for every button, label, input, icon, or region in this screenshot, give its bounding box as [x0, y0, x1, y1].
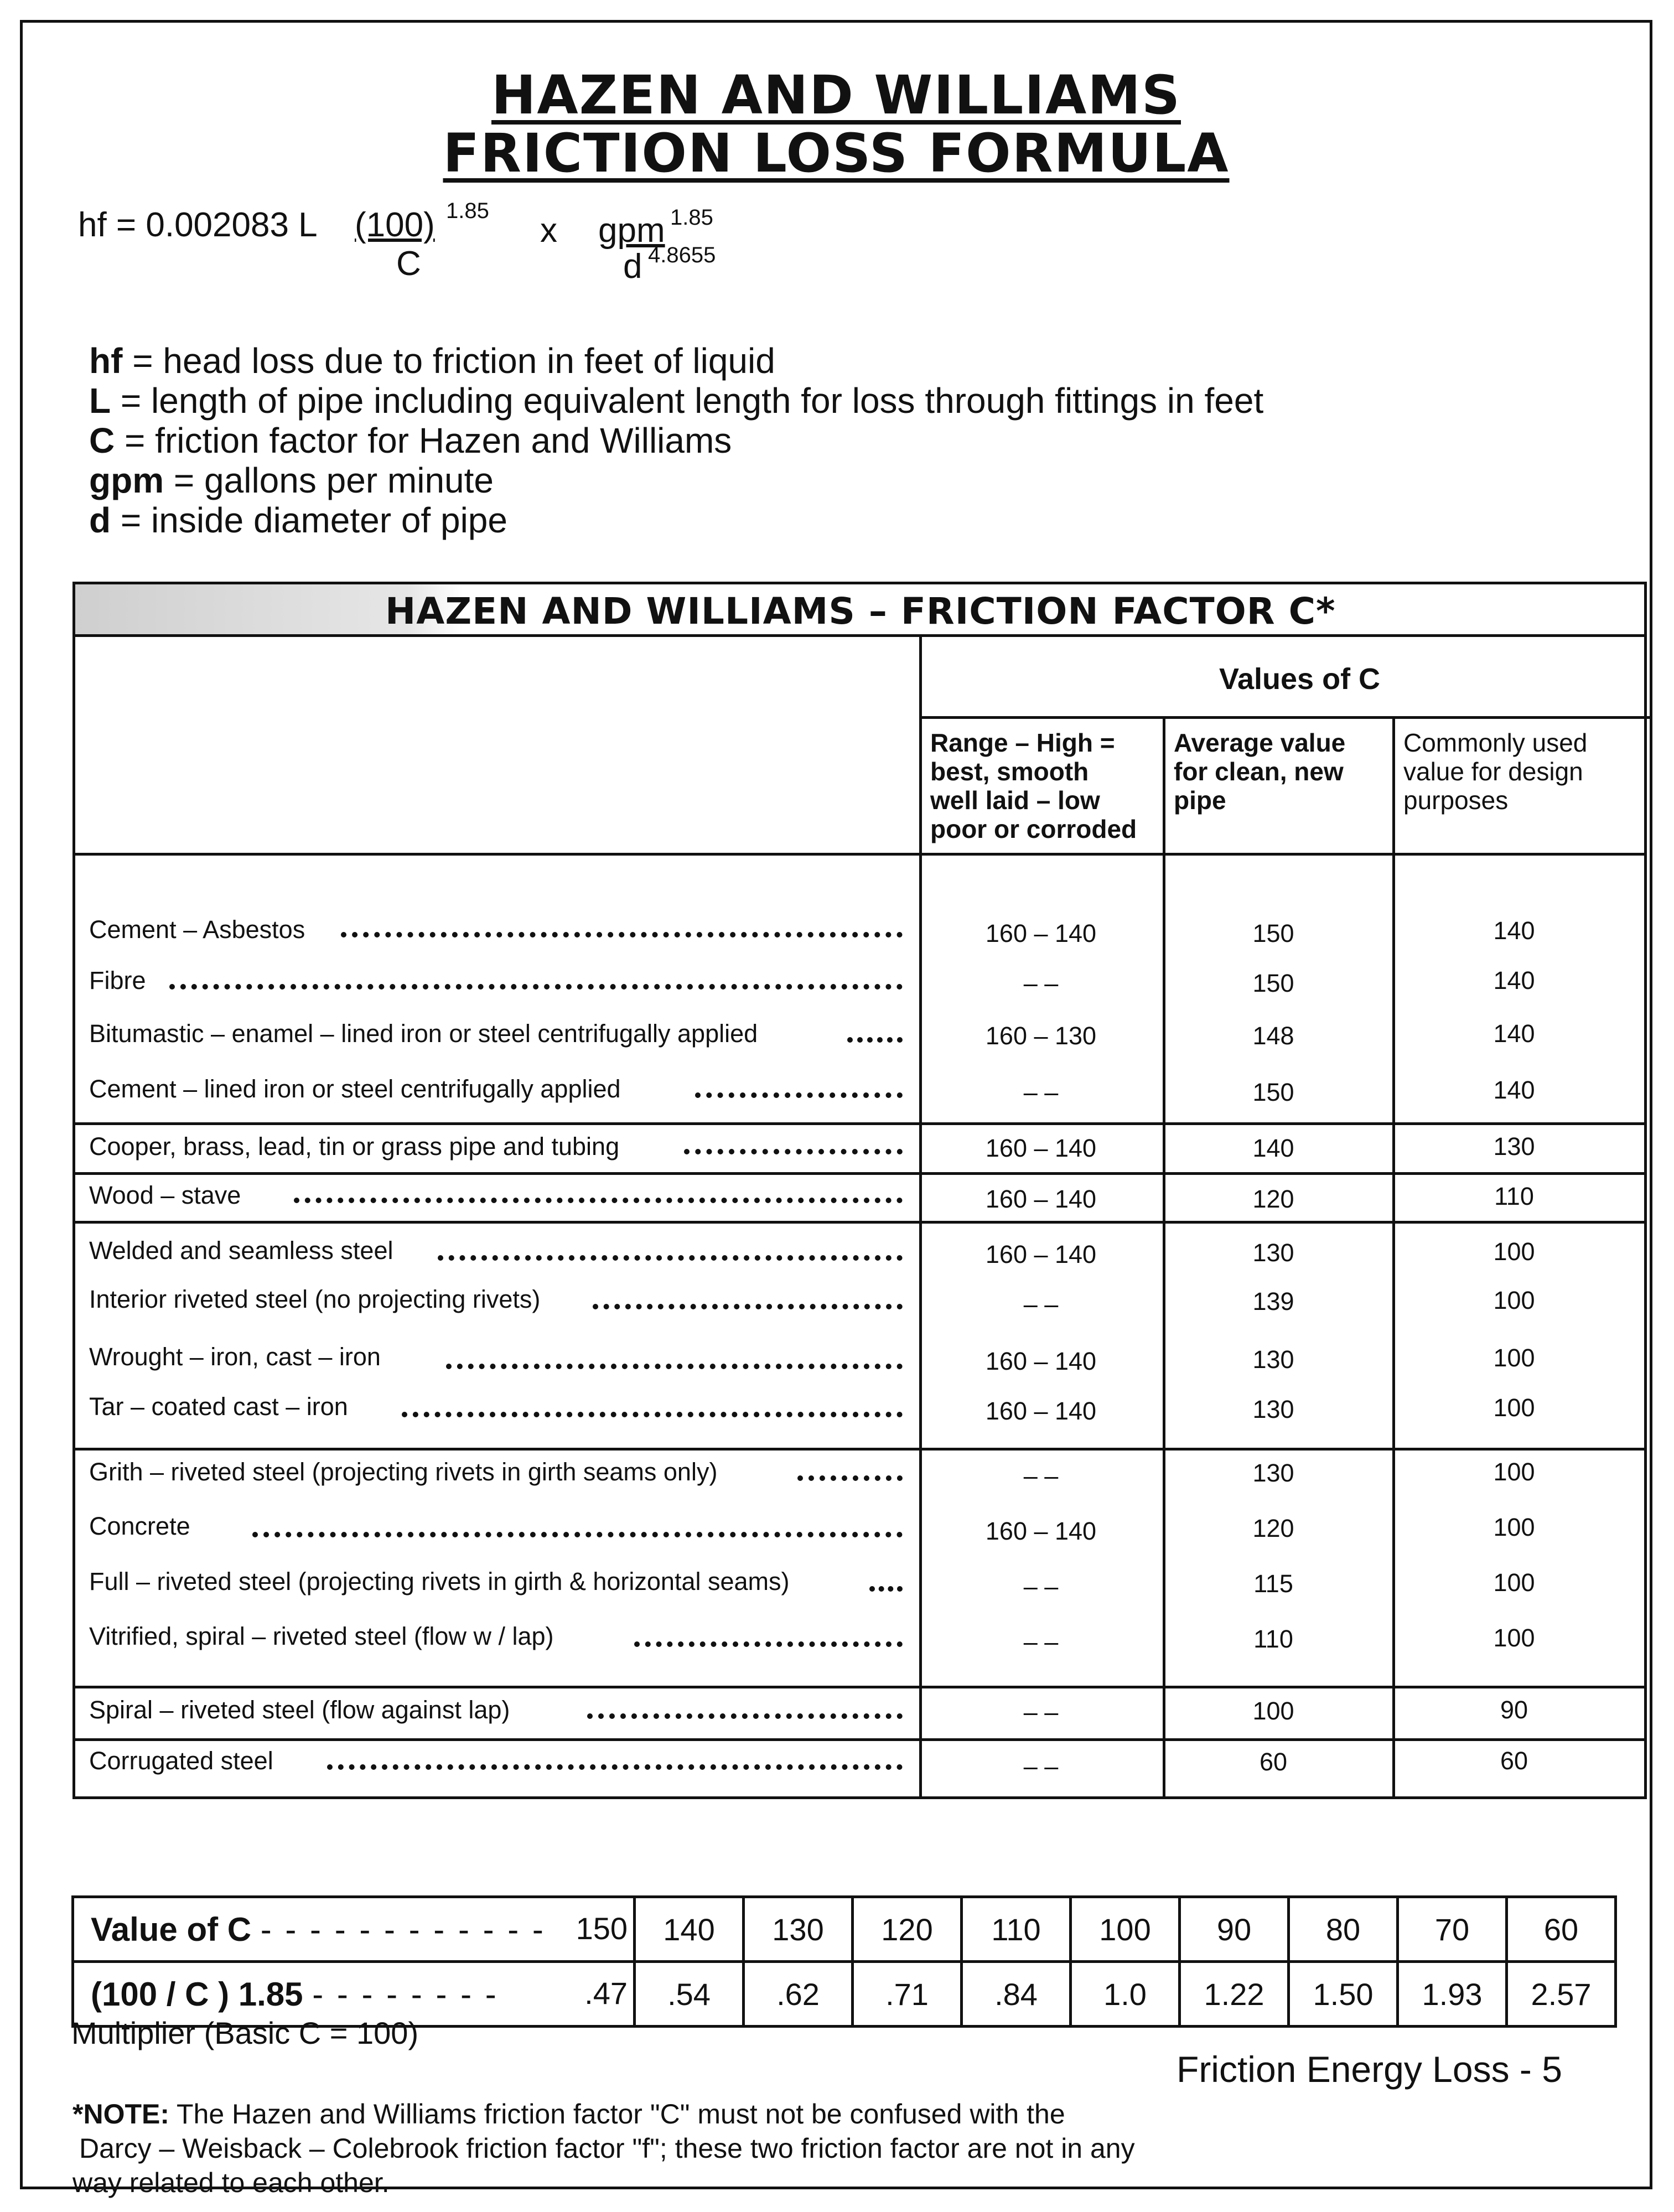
- design-column-header: Commonly used value for design purposes: [1403, 728, 1588, 815]
- dot-leader: [593, 1304, 903, 1309]
- average-cell: 130: [1252, 1239, 1294, 1267]
- material-label: Welded and seamless steel: [89, 1236, 393, 1265]
- formula-times: x: [540, 211, 557, 250]
- material-label: Spiral – riveted steel (flow against lap): [89, 1696, 510, 1724]
- multiplier-cell: 1.93: [1398, 1962, 1507, 2027]
- formula-lhs: hf = 0.002083 L: [78, 206, 318, 244]
- design-cell: 140: [1493, 1019, 1535, 1048]
- multiplier-cell: 2.57: [1507, 1962, 1616, 2027]
- average-cell: 139: [1252, 1287, 1294, 1315]
- dot-leader: [438, 1255, 903, 1261]
- footnote: [72, 2097, 1135, 2200]
- design-cell: 100: [1493, 1568, 1535, 1597]
- range-cell: 160 – 140: [985, 1347, 1097, 1375]
- range-cell: – –: [1023, 1752, 1059, 1780]
- average-cell: 150: [1252, 919, 1294, 947]
- divider-header-body: [75, 853, 1644, 856]
- design-cell: 140: [1493, 966, 1535, 994]
- c-value-cell: 100: [1071, 1897, 1180, 1962]
- group-separator: [75, 1448, 1644, 1451]
- note-label: *NOTE:: [72, 2099, 169, 2130]
- material-label: Interior riveted steel (no projecting rivets): [89, 1285, 541, 1313]
- dot-leader: [402, 1412, 903, 1417]
- divider-range-column: [1163, 716, 1165, 1799]
- divider-values-of-c: [919, 716, 1650, 719]
- note-line2: Darcy – Weisback – Colebrook friction factor "f"; these two friction factor are not in any: [79, 2133, 1135, 2164]
- material-label: Fibre: [89, 966, 146, 994]
- average-cell: 110: [1253, 1625, 1293, 1653]
- note-line1: The Hazen and Williams friction factor "C" must not be confused with the: [169, 2099, 1065, 2130]
- c-value-cell: 120: [853, 1897, 962, 1962]
- design-cell: 100: [1493, 1513, 1535, 1541]
- design-cell: 140: [1493, 1076, 1535, 1104]
- c-value-cell: 60: [1507, 1897, 1616, 1962]
- design-cell: 100: [1493, 1458, 1535, 1486]
- c-value-header: Value of C - - - - - - - - - - - - 150: [73, 1897, 635, 1962]
- definition-l: L = length of pipe including equivalent length for loss through fittings in feet: [89, 381, 1264, 421]
- material-label: Cement – Asbestos: [89, 915, 305, 944]
- multiplier-cell: .62: [744, 1962, 853, 2027]
- material-label: Wood – stave: [89, 1181, 241, 1209]
- c-value-cell: 80: [1289, 1897, 1398, 1962]
- multiplier-cell: .84: [962, 1962, 1071, 2027]
- dot-leader: [327, 1764, 903, 1770]
- range-cell: 160 – 130: [985, 1022, 1097, 1050]
- dot-leader: [294, 1198, 903, 1203]
- page-footer: Friction Energy Loss - 5: [1177, 2049, 1562, 2090]
- range-column-header: Range – High = best, smooth well laid – low poor or corroded: [930, 728, 1137, 843]
- multiplier-cell: .54: [635, 1962, 744, 2027]
- page-title-line2: FRICTION LOSS FORMULA: [443, 122, 1230, 184]
- friction-table-title: HAZEN AND WILLIAMS – FRICTION FACTOR C*: [385, 590, 1336, 633]
- dot-leader: [446, 1364, 903, 1369]
- average-cell: 130: [1252, 1345, 1294, 1374]
- multiplier-cell: 1.50: [1289, 1962, 1398, 2027]
- average-cell: 115: [1253, 1569, 1293, 1598]
- multiplier-cell: 1.0: [1071, 1962, 1180, 2027]
- multiplier-cell: .47: [584, 1975, 628, 2011]
- group-separator: [75, 1738, 1644, 1741]
- design-cell: 100: [1493, 1344, 1535, 1372]
- page-title-line1: HAZEN AND WILLIAMS: [491, 64, 1181, 126]
- range-cell: – –: [1023, 1462, 1059, 1490]
- formula-frac1-denominator: C: [396, 245, 421, 283]
- range-cell: – –: [1023, 1698, 1059, 1726]
- range-cell: 160 – 140: [985, 919, 1097, 947]
- definition-gpm: gpm = gallons per minute: [89, 460, 494, 500]
- range-cell: – –: [1023, 1290, 1059, 1318]
- range-cell: – –: [1023, 969, 1059, 997]
- material-label: Grith – riveted steel (projecting rivets in girth seams only): [89, 1458, 718, 1486]
- formula-frac1-numerator: (100): [355, 206, 435, 244]
- dot-leader: [684, 1149, 903, 1154]
- range-cell: 160 – 140: [985, 1517, 1097, 1545]
- range-cell: 160 – 140: [985, 1134, 1097, 1162]
- definition-hf: hf = head loss due to friction in feet of liquid: [89, 341, 775, 381]
- average-cell: 130: [1252, 1395, 1294, 1423]
- values-of-c-header: Values of C: [1219, 662, 1381, 696]
- average-cell: 130: [1252, 1459, 1294, 1487]
- range-cell: – –: [1023, 1078, 1059, 1106]
- c-multiplier-table: [71, 1895, 1617, 2028]
- average-column-header: Average value for clean, new pipe: [1174, 728, 1346, 815]
- material-label: Tar – coated cast – iron: [89, 1392, 348, 1421]
- definition-c: C = friction factor for Hazen and Williams: [89, 421, 732, 460]
- average-cell: 140: [1252, 1134, 1294, 1162]
- multiplier-cell: .71: [853, 1962, 962, 2027]
- design-cell: 110: [1494, 1182, 1534, 1210]
- group-separator: [75, 1221, 1644, 1224]
- material-label: Concrete: [89, 1512, 190, 1540]
- dot-leader: [634, 1641, 903, 1647]
- average-cell: 120: [1252, 1185, 1294, 1213]
- c-value-cell: 70: [1398, 1897, 1507, 1962]
- range-cell: 160 – 140: [985, 1240, 1097, 1268]
- material-label: Bitumastic – enamel – lined iron or steel centrifugally applied: [89, 1019, 758, 1048]
- range-cell: 160 – 140: [985, 1397, 1097, 1425]
- friction-table-title-bar: [75, 584, 1644, 637]
- design-cell: 100: [1493, 1237, 1535, 1266]
- c-value-cell: 140: [635, 1897, 744, 1962]
- c-value-cell: 150: [576, 1910, 628, 1946]
- c-value-row: [73, 1897, 1616, 1962]
- dot-leader: [252, 1532, 903, 1537]
- material-label: Corrugated steel: [89, 1747, 273, 1775]
- dot-leader: [169, 984, 903, 990]
- c-value-cell: 110: [962, 1897, 1071, 1962]
- dot-leader: [847, 1037, 903, 1043]
- formula-frac2-numerator: gpm: [598, 211, 665, 250]
- dot-leader: [587, 1713, 903, 1719]
- multiplier-cell: 1.22: [1180, 1962, 1289, 2027]
- divider-average-column: [1392, 716, 1395, 1799]
- average-cell: 120: [1252, 1514, 1294, 1542]
- divider-material-column: [919, 637, 922, 1799]
- note-line3: way related to each other.: [72, 2167, 390, 2198]
- average-cell: 60: [1259, 1748, 1288, 1776]
- design-cell: 100: [1493, 1624, 1535, 1652]
- friction-factor-table: [72, 582, 1647, 1799]
- dot-leader: [341, 932, 903, 937]
- formula-frac2-num-exponent: 1.85: [670, 205, 713, 230]
- design-cell: 60: [1500, 1747, 1528, 1775]
- range-cell: 160 – 140: [985, 1185, 1097, 1213]
- formula-frac1-exponent: 1.85: [446, 199, 489, 223]
- material-label: Vitrified, spiral – riveted steel (flow w / lap): [89, 1622, 554, 1650]
- group-separator: [75, 1122, 1644, 1125]
- average-cell: 150: [1252, 1078, 1294, 1106]
- material-label: Cement – lined iron or steel centrifugally applied: [89, 1075, 621, 1103]
- definition-d: d = inside diameter of pipe: [89, 500, 507, 540]
- design-cell: 100: [1493, 1393, 1535, 1422]
- material-label: Cooper, brass, lead, tin or grass pipe and tubing: [89, 1132, 620, 1161]
- c-value-cell: 130: [744, 1897, 853, 1962]
- dot-leader: [695, 1092, 903, 1098]
- group-separator: [75, 1686, 1644, 1688]
- group-separator: [75, 1172, 1644, 1175]
- design-cell: 140: [1493, 916, 1535, 945]
- design-cell: 90: [1500, 1696, 1528, 1724]
- design-cell: 130: [1493, 1132, 1535, 1161]
- formula-frac2-den-exponent: 4.8655: [648, 243, 716, 267]
- c-value-cell: 90: [1180, 1897, 1289, 1962]
- range-cell: – –: [1023, 1572, 1059, 1600]
- material-label: Wrought – iron, cast – iron: [89, 1343, 381, 1371]
- multiplier-header: (100 / C ) 1.85 - - - - - - - - .47: [73, 1962, 635, 2027]
- average-cell: 150: [1252, 969, 1294, 997]
- document-page: [20, 20, 1652, 2198]
- multiplier-caption: Multiplier (Basic C = 100): [71, 2016, 419, 2050]
- average-cell: 100: [1252, 1697, 1294, 1725]
- dot-leader: [797, 1475, 903, 1481]
- dot-leader: [869, 1586, 903, 1592]
- design-cell: 100: [1493, 1286, 1535, 1314]
- definitions-list: [89, 341, 1263, 540]
- range-cell: – –: [1023, 1628, 1059, 1656]
- material-label: Full – riveted steel (projecting rivets in girth & horizontal seams): [89, 1567, 790, 1595]
- formula-frac2-denominator: d: [623, 247, 642, 286]
- average-cell: 148: [1252, 1022, 1294, 1050]
